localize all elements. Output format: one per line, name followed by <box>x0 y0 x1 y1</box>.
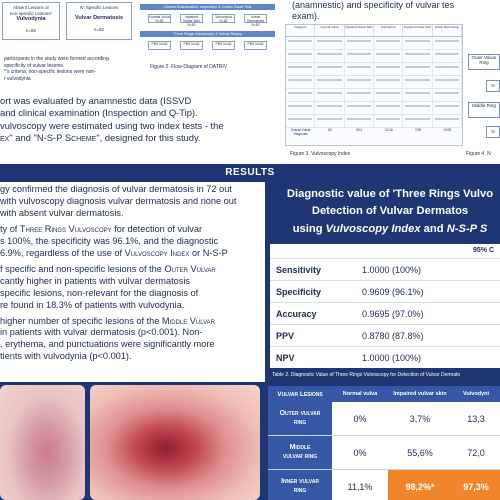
diagram-cell-pns: PNS N=82 <box>180 41 203 50</box>
vulvo-table-row <box>286 37 462 50</box>
results-line: with vulvoscopy diagnosis vulvar dermatosis and none out <box>0 195 237 206</box>
figure3-caption: Figure 3. Vulvoscopy Index <box>290 151 351 157</box>
lesions-cell: 13,3 <box>467 413 485 424</box>
diagram-cell-pns: PNS N=82 <box>148 41 171 50</box>
results-fragment: higher number of specific lesions of the <box>0 315 162 326</box>
table-row <box>270 302 500 324</box>
flow-box-vulvodynia <box>2 2 60 40</box>
title-line: Detection of Vulvar Dermatos <box>311 205 469 218</box>
flow-diagram-fragment <box>0 0 135 52</box>
flow-box-title: Vulvar Dermatosis <box>74 14 124 21</box>
caption-line: *'s criteria; non-specific lesions were non- <box>4 69 96 75</box>
diagnostic-value-title <box>280 186 500 238</box>
vulvo-summary-value: 8/11 <box>356 128 363 132</box>
metric-value: 1.0000 (100%) <box>362 264 422 275</box>
small-caps-term: Three Rings Vulvoscopy <box>19 223 112 234</box>
title-line: Diagnostic value of 'Three Rings Vulvo <box>286 188 494 200</box>
lesions-row-label <box>268 402 332 435</box>
results-line: s 100%, the specificity was 96.1%, and the diagnostic <box>0 235 219 246</box>
vulvo-summary-value: 12/16 <box>384 128 393 132</box>
vulvo-table-summary <box>286 128 462 136</box>
results-fragment: for detection of vulvar <box>111 223 203 234</box>
flow-box-n: n=82 <box>93 26 105 32</box>
results-line: tients with vulvodynia (p<0.001). <box>0 351 132 362</box>
outer-ring-box: Outer Vulvar Ring <box>468 54 500 70</box>
methods-fragment: ", designed for this study. <box>96 132 201 144</box>
title-italic: Vulvoscopy Index <box>325 222 421 235</box>
diagram-cell <box>180 14 203 28</box>
metric-label: Accuracy <box>276 308 317 319</box>
row-label-line: Outer vulvar <box>279 410 321 418</box>
results-heading <box>0 164 500 182</box>
row-label-line: ring <box>293 486 307 494</box>
methods-text <box>0 95 282 145</box>
vulvo-table-row <box>286 63 462 76</box>
small-caps-term: Outer Vulvar <box>164 263 216 274</box>
results-heading-text: RESULTS <box>225 167 275 178</box>
table-row <box>268 402 500 436</box>
row-label-line: ring <box>293 418 307 426</box>
diagram-cell <box>212 14 235 23</box>
results-line: , erythema, and punctuations were significantly more <box>0 339 215 350</box>
small-caps-term: Scheme <box>64 132 97 144</box>
figure2-caption: Figure 2. Flow-Diagram of DATRIV <box>150 64 228 70</box>
flow-box-n: n=82 <box>25 28 37 34</box>
vulvo-summary-value: 0/2 <box>327 128 333 132</box>
lesions-header-cell: Normal vulva <box>342 391 378 397</box>
lesions-cell-highlighted: 97,3% <box>452 470 500 500</box>
title-italic: N-S-P S <box>446 222 488 235</box>
vulvo-header-cell: Vulvodynia <box>374 25 403 36</box>
metric-label: Sensitivity <box>276 264 322 275</box>
table-row <box>270 324 500 346</box>
lesions-header-cell: Impaired vulvar skin <box>393 391 447 397</box>
text-line: (anamnestic) and specificity of vulvar tes <box>292 0 455 10</box>
results-fragment: or N-S-P <box>189 247 228 258</box>
diagram-cell <box>244 14 267 28</box>
metric-value: 0.8780 (87.8%) <box>362 330 424 341</box>
lesions-cell: 3,7% <box>409 413 431 424</box>
ring-mark-box: N <box>486 126 500 138</box>
results-line: in patients with vulvar dermatosis (p<0.001). Non- <box>0 327 203 338</box>
results-fragment: f specific and non-specific lesions of the <box>0 263 165 274</box>
diagram-bar-vulvoscopy: Three Rings Vulvoscopy & Vulvar Biopsy <box>140 31 275 37</box>
small-caps-term: ex" <box>0 132 13 144</box>
diagram-cell-n: N=82 <box>155 19 164 24</box>
results-line: gy confirmed the diagnosis of vulvar dermatosis in 72 out <box>0 184 232 194</box>
small-caps-term: Middle Vulvar <box>161 315 216 326</box>
flow-box-dermatosis <box>66 2 132 40</box>
vulvo-header-cell: Category <box>286 25 315 36</box>
diagram-cell-pns: PNS N=82 <box>244 41 267 50</box>
vulvo-header-cell: Normal Vulva <box>315 25 344 36</box>
text-line: exam). <box>292 10 320 21</box>
table-row <box>270 346 500 368</box>
diagram-cell-pns: PNS N=82 <box>212 41 235 50</box>
row-label-line: Middle <box>289 444 311 452</box>
title-fragment: and <box>420 222 447 235</box>
lesions-table-header <box>268 386 500 402</box>
results-line: cantly higher in patients with vulvar dermatosis <box>0 275 190 286</box>
top-right-text <box>292 0 500 22</box>
methods-line <box>0 132 282 144</box>
figure4-caption: Figure 4. N <box>466 151 491 157</box>
results-fragment: 6.9%, regardless of the use of <box>0 247 125 258</box>
title-fragment: using <box>292 222 326 235</box>
caption-line: participants in the study were formed according <box>4 56 109 62</box>
methods-line: ort was evaluated by anamnestic data (ISSVD <box>0 95 192 106</box>
vulvo-summary-label: Overall Vulvar Diagnosis <box>290 128 311 136</box>
small-caps-term: Vulvoscopy Index <box>124 247 190 258</box>
diagram-cell-label: Vulvodynia <box>215 15 232 19</box>
ring-mark-box: N <box>486 80 500 92</box>
diagram-cell <box>148 14 171 23</box>
middle-ring-box: Middle Ring <box>468 102 500 118</box>
flow-box-text: non-specific Lesions* <box>9 10 53 16</box>
methods-line: vulvoscopy were estimated using two index tests - the <box>0 119 224 131</box>
vulvo-summary-value: 7/28 <box>414 128 422 132</box>
table-row <box>270 258 500 280</box>
flow-box-text: IV. Specific Lesions <box>79 5 119 10</box>
metric-value: 0.9695 (97.0%) <box>362 308 424 319</box>
results-line: with absent vulvar dermatosis. <box>0 207 124 218</box>
vulvo-table-row <box>286 50 462 63</box>
ring-diagram <box>466 30 500 150</box>
caption-line: specificity of vulvar lesions. <box>4 62 65 69</box>
results-fragment: ty of <box>0 223 20 234</box>
lesions-header-cell: Vulvar Lesions <box>277 390 323 398</box>
table-row <box>268 436 500 470</box>
row-label-line: vulvar ring <box>282 452 318 460</box>
diagram-cell-label: Impaired Vulvar Skin <box>182 15 201 24</box>
lesions-cell: 11,1% <box>347 481 373 492</box>
figure1-caption <box>4 56 139 82</box>
results-paragraph <box>0 184 259 220</box>
lesions-cell: 72,0 <box>467 447 485 458</box>
vulvo-table-row <box>286 115 462 128</box>
metric-value: 1.0000 (100%) <box>362 352 422 363</box>
results-line: specific lesions, non-relevant for the diagnosis of <box>0 287 199 298</box>
lesions-row-label <box>268 436 332 469</box>
vulvo-table-header <box>286 25 462 37</box>
lesions-row-label <box>268 470 332 500</box>
vulvo-header-cell: Impaired Vulvar Skin <box>403 25 432 36</box>
results-line: re found in 18.3% of patients with vulvodynia. <box>0 299 185 310</box>
results-text <box>0 182 265 382</box>
results-paragraph <box>0 316 259 364</box>
lesions-header-cell: Vulvodyni <box>462 391 490 397</box>
vulvar-lesions-table <box>268 386 500 500</box>
ci-header: 95% C <box>472 247 494 254</box>
results-paragraph <box>0 224 259 260</box>
diagnostic-value-table <box>270 244 500 368</box>
row-label-line: Inner vulvar <box>281 478 319 486</box>
flow-box-title: Vulvodynia <box>16 16 46 23</box>
vulvoscopy-index-table <box>285 24 463 146</box>
clinical-photo-right <box>90 385 260 500</box>
lesions-cell-highlighted: 98,2%* <box>388 470 452 500</box>
diagram-cell-n: N=82 <box>219 19 228 24</box>
metric-label: NPV <box>276 352 295 363</box>
diagram-cell-n: N=82 <box>187 23 196 28</box>
clinical-photo-left <box>0 385 85 500</box>
methods-fragment: and "N-S-P <box>12 132 65 144</box>
vulvo-table-row <box>286 76 462 89</box>
vulvo-header-cell: Vulvar Dermatosis <box>433 25 462 36</box>
diagram-cell-label: Normal Vulva <box>149 15 170 19</box>
title-line <box>280 221 500 238</box>
table-row <box>268 470 500 500</box>
vulvo-summary-value: 19/30 <box>443 128 452 132</box>
flow-box-text: Absent Lesions or <box>12 5 50 10</box>
metric-label: PPV <box>276 330 295 341</box>
caption-line: r vulvodynia <box>4 75 31 82</box>
diagram-cell-label: Vulvar Dermatosis <box>246 15 265 24</box>
vulvo-table-row <box>286 89 462 102</box>
table2-caption: Table 2. Diagnostic Value of Three Rings Vulvoscopy for Detection of Vulvar Dermato <box>272 372 461 378</box>
diagram-cell-n: N=82 <box>251 23 260 28</box>
vulvo-header-cell: Impaired Vulvar Skin <box>345 25 374 36</box>
lesions-cell: 0% <box>353 413 367 424</box>
results-paragraph <box>0 264 259 312</box>
lesions-cell: 0% <box>353 447 367 458</box>
methods-line: and clinical examination (Inspection and Q-Tip). <box>0 107 198 119</box>
metric-label: Specificity <box>276 286 322 297</box>
lesions-cell: 55,6% <box>407 447 433 458</box>
table-row <box>270 280 500 302</box>
metric-value: 0.9609 (96.1%) <box>362 286 424 297</box>
diagram-bar-examination: Clinical Examination: Inspection & Cotton Swab Test <box>140 4 275 10</box>
vulvo-table-row <box>286 102 462 115</box>
datriv-flow-diagram <box>140 0 275 60</box>
